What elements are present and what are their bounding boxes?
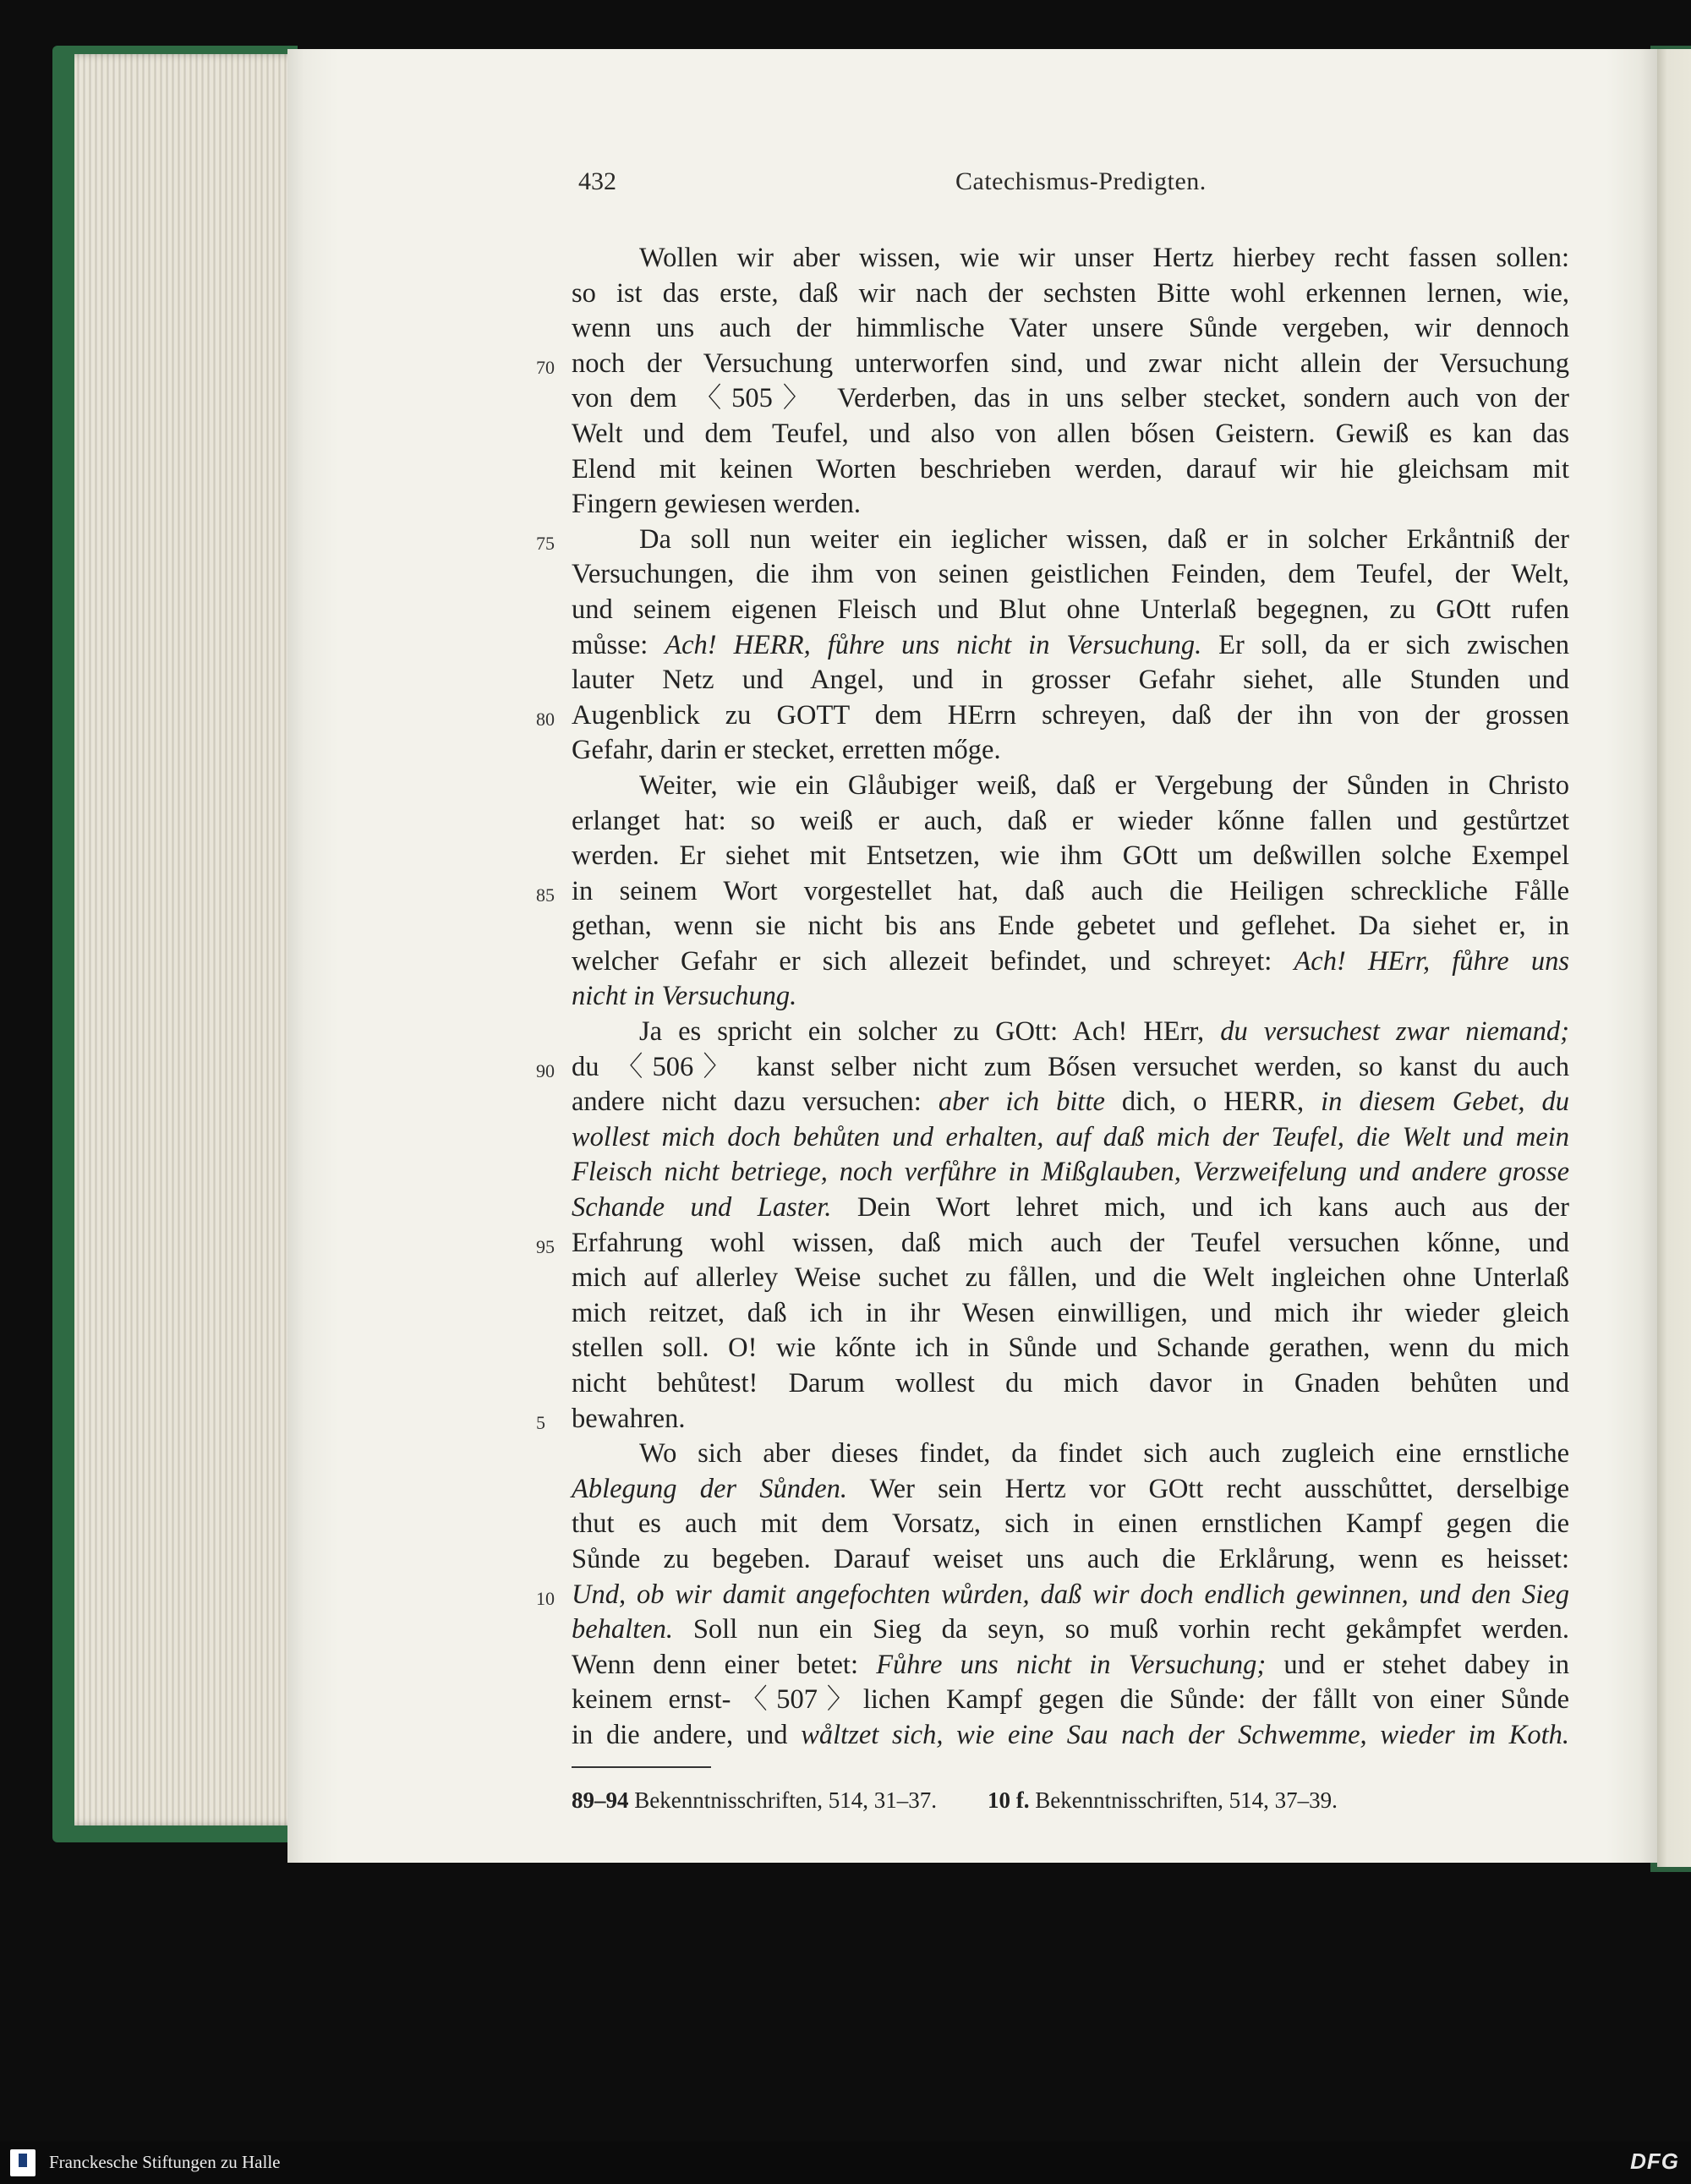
text-line (536, 347, 1569, 382)
line-text: stellen soll. O! wie kőnte ich in Sůnde und Schande gerathen, wenn du mich (572, 1333, 1569, 1364)
text-line (572, 944, 1569, 980)
line-text: Wo sich aber dieses findet, da findet sich auch zugleich eine ernstliche (639, 1438, 1569, 1470)
line-text: gethan, wenn sie nicht bis ans Ende gebetet und geflehet. Da siehet er, in (572, 911, 1569, 942)
line-text: Und, ob wir damit angefochten wůrden, daß wir doch endlich gewinnen, und den Sieg (572, 1579, 1569, 1610)
text-line (572, 979, 1569, 1015)
text-line (572, 769, 1569, 804)
line-text: welcher Gefahr er sich allezeit befindet, und schreyet: Ach! HErr, fůhre uns (572, 945, 1569, 977)
line-text: Schande und Laster. Dein Wort lehret mich, und ich kans auch aus der (572, 1192, 1569, 1223)
line-text: werden. Er siehet mit Entsetzen, wie ihm GOtt um deßwillen solche Exempel (572, 840, 1569, 872)
line-text: in seinem Wort vorgestellet hat, daß auch die Heiligen schreckliche Fålle (572, 875, 1569, 906)
line-text: wollest mich doch behůten und erhalten, auf daß mich der Teufel, die Welt und mein (572, 1121, 1569, 1152)
text-line (536, 1402, 1569, 1437)
line-text: Ablegung der Sůnden. Wer sein Hertz vor GOtt recht ausschůttet, derselbige (572, 1473, 1570, 1504)
line-text: in die andere, und wåltzet sich, wie eine Sau nach der Schwemme, wieder im Koth. (572, 1719, 1569, 1750)
line-text: erlanget hat: so weiß er auch, daß er wieder kőnne fallen und gestůrtzet (572, 805, 1569, 836)
line-text: lauter Netz und Angel, und in grosser Gefahr siehet, alle Stunden und (572, 665, 1569, 696)
line-text: Weiter, wie ein Glåubiger weiß, daß er Vergebung der Sůnden in Christo (639, 769, 1569, 801)
text-line (572, 276, 1569, 312)
page-number: 432 (578, 167, 616, 195)
text-line (572, 487, 1569, 523)
text-line (572, 1542, 1569, 1578)
line-number: 80 (536, 708, 555, 730)
text-line (572, 1366, 1569, 1402)
institution-logo-icon (10, 2149, 36, 2176)
text-line (572, 1472, 1569, 1508)
line-text: Wenn denn einer betet: Fůhre uns nicht in Versuchung; und er stehet dabey in (572, 1649, 1569, 1680)
text-line (572, 1261, 1569, 1296)
text-line (572, 241, 1569, 276)
line-text: Fingern gewiesen werden. (572, 489, 862, 520)
body-text (536, 241, 1570, 1754)
line-text: Ja es spricht ein solcher zu GOtt: Ach! HErr, du versuchest zwar niemand; (639, 1016, 1569, 1048)
text-line (572, 1120, 1569, 1156)
line-text: Da soll nun weiter ein ieglicher wissen, daß er in solcher Erkåntniß der (639, 523, 1569, 555)
text-line (572, 1085, 1569, 1120)
line-text: Fleisch nicht betriege, noch verfůhre in Mißglauben, Verzweifelung und andere grosse (572, 1157, 1569, 1188)
line-number: 95 (536, 1235, 555, 1257)
text-line (572, 1331, 1569, 1366)
text-line (536, 1578, 1569, 1613)
line-number: 5 (536, 1411, 545, 1433)
text-line (572, 557, 1569, 593)
line-text: Wollen wir aber wissen, wie wir unser Hertz hierbey recht fassen sollen: (639, 243, 1569, 273)
line-text: Sůnde zu begeben. Darauf weiset uns auch die Erklårung, wenn es heisset: (572, 1543, 1569, 1574)
line-text: Gefahr, darin er stecket, erretten mőge. (572, 735, 1001, 766)
line-text: behalten. Soll nun ein Sieg da seyn, so muß vorhin recht gekåmpfet werden. (572, 1614, 1569, 1645)
dfg-logo: DFG (1630, 2148, 1679, 2174)
text-line (572, 1191, 1569, 1226)
text-line (572, 1648, 1569, 1683)
line-text: Erfahrung wohl wissen, daß mich auch der Teufel versuchen kőnne, und (572, 1227, 1569, 1258)
footnote-2 (988, 1787, 1338, 1813)
line-text: Welt und dem Teufel, und also von allen bősen Geistern. Gewiß es kan das (572, 418, 1569, 449)
line-text: bewahren. (572, 1403, 686, 1434)
line-text: keinem ernst-〈507〉lichen Kampf gegen die Sůnde: der fållt von einer Sůnde (572, 1684, 1569, 1716)
line-text: Versuchungen, die ihm von seinen geistlichen Feinden, dem Teufel, der Welt, (572, 559, 1569, 590)
text-line (572, 1507, 1569, 1542)
text-line (536, 698, 1569, 734)
footer-bar (0, 2142, 1691, 2184)
page-stack-edges (74, 54, 304, 1825)
text-line (536, 874, 1569, 910)
footnote-1 (572, 1787, 937, 1813)
text-line (572, 593, 1569, 628)
text-line (572, 311, 1569, 347)
line-text: Elend mit keinen Worten beschrieben werden, darauf wir hie gleichsam mit (572, 453, 1569, 484)
line-text: mich reitzet, daß ich in ihr Wesen einwilligen, und mich ihr wieder gleich (572, 1297, 1569, 1328)
line-text: nicht behůtest! Darum wollest du mich davor in Gnaden behůten und (572, 1368, 1569, 1399)
text-line (572, 1612, 1569, 1648)
footnote-rule (572, 1766, 711, 1768)
footer-institution: Franckesche Stiftungen zu Halle (49, 2152, 281, 2172)
facing-page-edge (1657, 49, 1691, 1867)
line-text: můsse: Ach! HERR, fůhre uns nicht in Versuchung. Er soll, da er sich zwischen (572, 629, 1569, 660)
line-text: mich auf allerley Weise suchet zu fållen, und die Welt ingleichen ohne Unterlaß (572, 1262, 1569, 1294)
line-text: du 〈506〉 kanst selber nicht zum Bősen versuchet werden, so kanst du auch (572, 1051, 1569, 1082)
line-number: 85 (536, 884, 555, 906)
line-number: 70 (536, 356, 555, 378)
text-line (572, 663, 1569, 698)
text-line (572, 804, 1569, 840)
footnotes (572, 1787, 1338, 1814)
text-line (572, 1296, 1569, 1332)
line-number: 10 (536, 1587, 555, 1609)
text-line (572, 381, 1569, 417)
text-line (572, 417, 1569, 452)
text-line (572, 839, 1569, 874)
text-line (572, 909, 1569, 944)
line-text: noch der Versuchung unterworfen sind, und zwar nicht allein der Versuchung (572, 348, 1569, 379)
running-title: Catechismus-Predigten. (955, 167, 1207, 195)
text-line (572, 1718, 1569, 1754)
line-text: wenn uns auch der himmlische Vater unsere Sůnde vergeben, wir dennoch (572, 313, 1569, 344)
footnote-text: Bekenntnisschriften, 514, 37–39. (1035, 1787, 1338, 1813)
text-line (572, 1155, 1569, 1191)
footnote-ref: 89–94 (572, 1787, 629, 1813)
footnote-ref: 10 f. (987, 1787, 1030, 1813)
line-text: nicht in Versuchung. (572, 981, 797, 1012)
line-number: 90 (536, 1059, 555, 1081)
text-line (572, 628, 1569, 664)
text-line (572, 1683, 1569, 1718)
text-line (536, 523, 1569, 558)
text-line (572, 1437, 1569, 1472)
text-line (536, 1050, 1569, 1086)
line-number: 75 (536, 532, 555, 554)
line-text: thut es auch mit dem Vorsatz, sich in einen ernstlichen Kampf gegen die (572, 1508, 1569, 1540)
text-line (572, 733, 1569, 769)
line-text: von dem 〈505〉 Verderben, das in uns selber stecket, sondern auch von der (572, 383, 1569, 414)
line-text: andere nicht dazu versuchen: aber ich bitte dich, o HERR, in diesem Gebet, du (572, 1087, 1569, 1118)
text-line (536, 1226, 1569, 1262)
footnote-text: Bekenntnisschriften, 514, 31–37. (634, 1787, 937, 1813)
line-text: so ist das erste, daß wir nach der sechsten Bitte wohl erkennen lernen, wie, (572, 277, 1569, 309)
text-line (572, 1015, 1569, 1050)
text-line (572, 452, 1569, 488)
line-text: und seinem eigenen Fleisch und Blut ohne Unterlaß begegnen, zu GOtt rufen (572, 594, 1569, 625)
line-text: Augenblick zu GOTT dem HErrn schreyen, daß der ihn von der grossen (572, 699, 1569, 731)
